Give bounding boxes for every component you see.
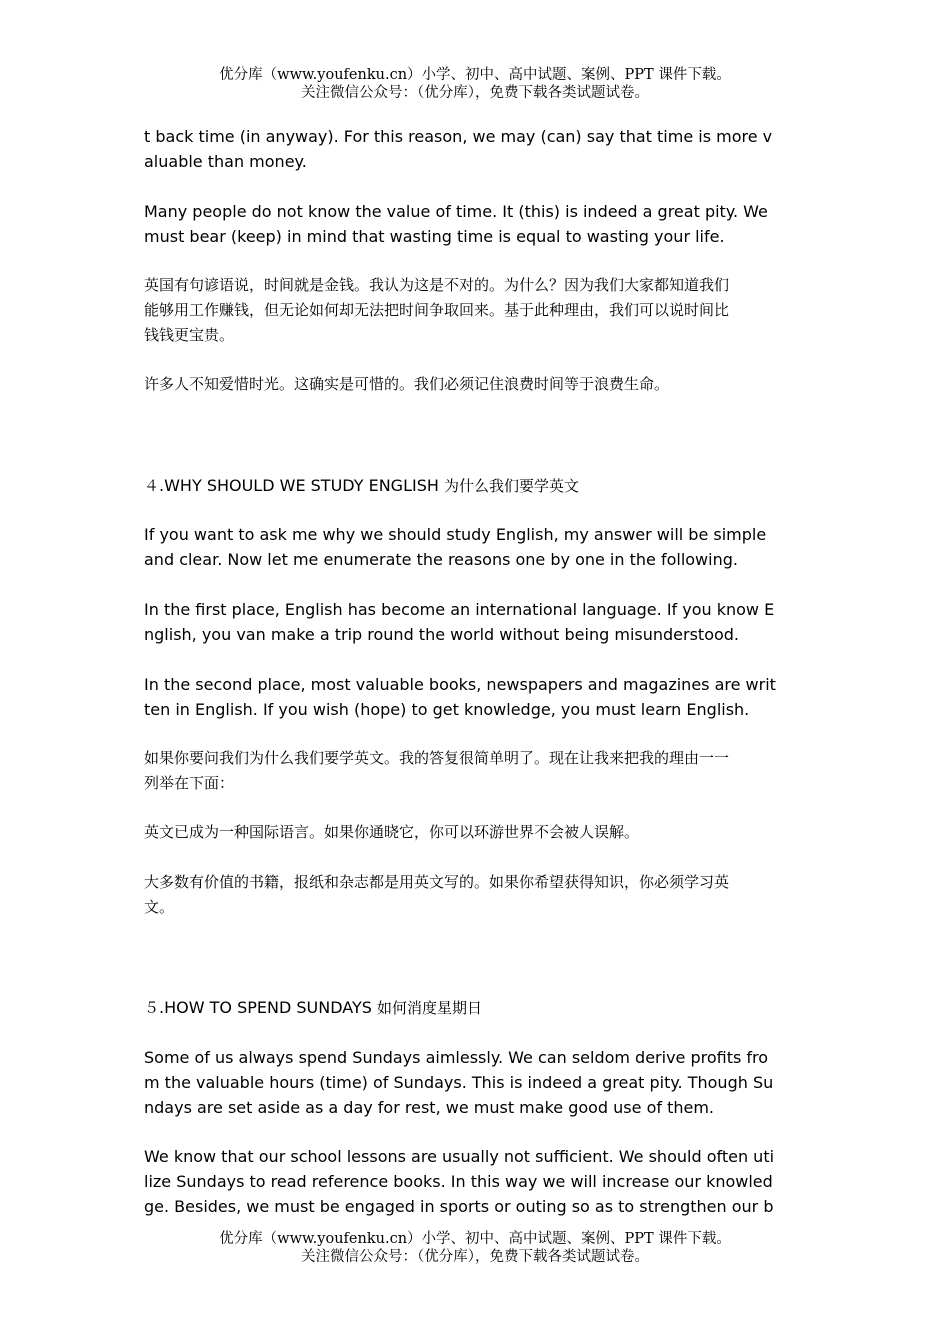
section4-paragraph-1: If you want to ask me why we should study English, my answer will be simple and clear. Now let me enumerate the reasons one by one in the following. <box>144 525 767 569</box>
section5-paragraph-2: We know that our school lessons are usually not sufficient. We should often uti lize Sundays to read reference books. In this way we will increase our knowled ge. Besides, we must be engaged in sports or outing so as to strengthen our b <box>144 1147 775 1216</box>
section4-title-zh: 为什么我们要学英文 <box>443 477 579 495</box>
section4-chinese-1: 如果你要问我们为什么我们要学英文。我的答复很简单明了。现在让我来把我的理由一一 列举在下面： <box>144 749 730 792</box>
section3-chinese-1: 英国有句谚语说，时间就是金钱。我认为这是不对的。为什么？因为我们大家都知道我们 能够用工作赚钱，但无论如何却无法把时间争取回来。基于此种理由，我们可以说时间比 钱钱更宝贵。 <box>144 276 730 344</box>
section3-chinese-2: 许多人不知爱惜时光。这确实是可惜的。我们必须记住浪费时间等于浪费生命。 <box>144 375 670 393</box>
section3-paragraph-end: t back time (in anyway). For this reason, we may (can) say that time is more v aluable than money. <box>144 127 773 171</box>
footer-line-1: 优分库（www.youfenku.cn）小学、初中、高中试题、案例、PPT 课件下载。 <box>219 1231 731 1247</box>
section5-heading <box>144 995 482 1021</box>
footer-line-2: 关注微信公众号：（优分库），免费下载各类试题试卷。 <box>301 1249 649 1265</box>
section4-chinese-3: 大多数有价值的书籍，报纸和杂志都是用英文写的。如果你希望获得知识，你必须学习英 文。 <box>144 873 730 916</box>
header-line-2: 关注微信公众号：（优分库），免费下载各类试题试卷。 <box>301 85 649 101</box>
section4-paragraph-2: In the first place, English has become an international language. If you know E nglish, you van make a trip round the world without being misunderstood. <box>144 600 775 644</box>
header-line-1: 优分库（www.youfenku.cn）小学、初中、高中试题、案例、PPT 课件下载。 <box>219 67 731 83</box>
section4-number: ４ <box>144 477 160 495</box>
section4-title-en: .WHY SHOULD WE STUDY ENGLISH <box>159 476 444 495</box>
section5-title-en: .HOW TO SPEND SUNDAYS <box>159 998 377 1017</box>
section4-paragraph-3: In the second place, most valuable books, newspapers and magazines are writ ten in English. If you wish (hope) to get knowledge, you must learn English. <box>144 675 776 719</box>
section4-chinese-2: 英文已成为一种国际语言。如果你通晓它，你可以环游世界不会被人误解。 <box>144 823 640 841</box>
page-footer <box>0 1230 950 1266</box>
section5-paragraph-1: Some of us always spend Sundays aimlessly. We can seldom derive profits fro m the valuable hours (time) of Sundays. This is indeed a great pity. Though Su ndays are set aside as a day for rest, we must make good use of them. <box>144 1048 774 1117</box>
page-header <box>0 66 950 102</box>
section5-number: ５ <box>144 999 160 1017</box>
section3-paragraph-2: Many people do not know the value of time. It (this) is indeed a great pity. We must bear (keep) in mind that wasting time is equal to wasting your life. <box>144 202 768 246</box>
section4-heading <box>144 473 579 499</box>
section5-title-zh: 如何消度星期日 <box>376 999 482 1017</box>
